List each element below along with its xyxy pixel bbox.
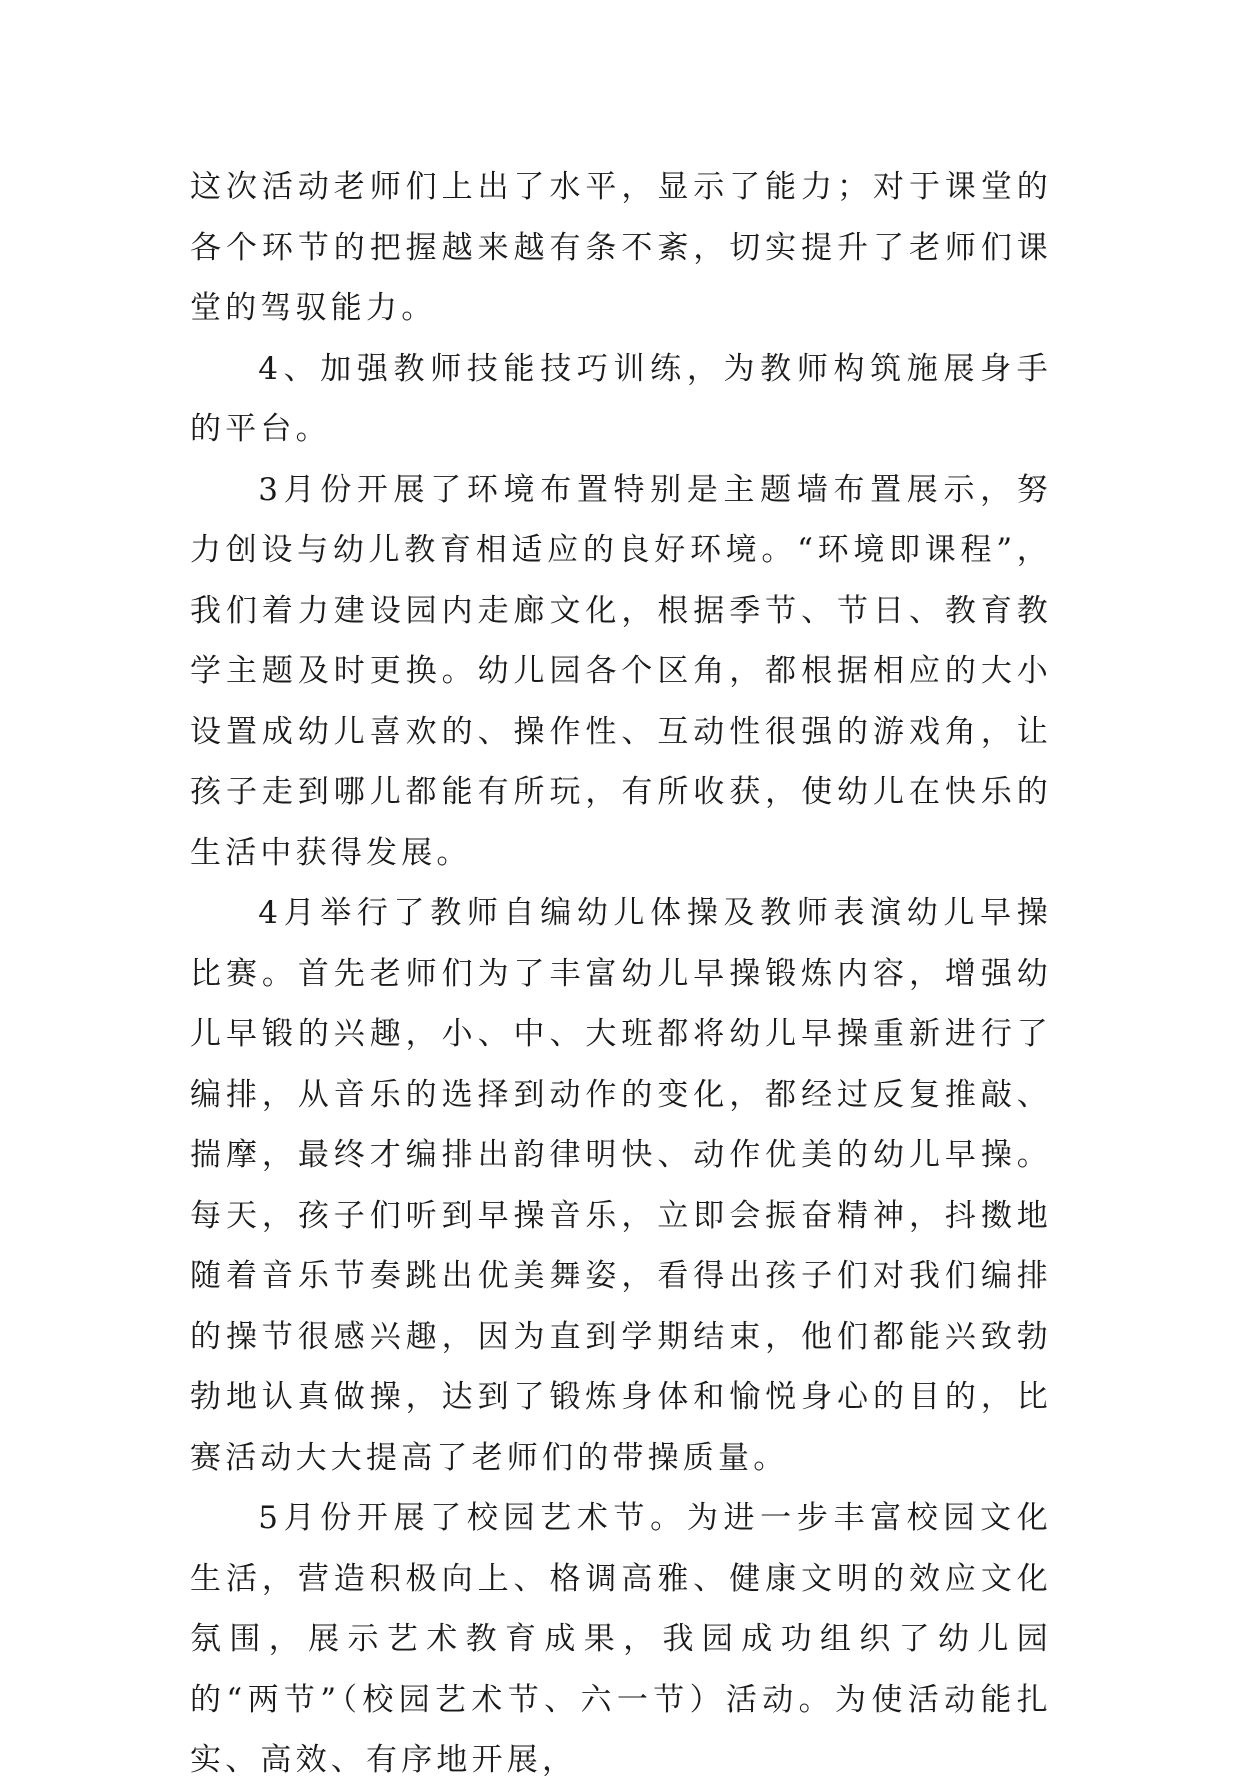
paragraph-april-exercise-contest: 4月举行了教师自编幼儿体操及教师表演幼儿早操比赛。首先老师们为了丰富幼儿早操锻炼内容，增强幼儿早锻的兴趣，小、中、大班都将幼儿早操重新进行了编排，从音乐的选择到动作的变化，都经过反复推敲、揣摩，最终才编排出韵律明快、动作优美的幼儿早操。每天，孩子们听到早操音乐，立即会振奋精神，抖擞地随着音乐节奏跳出优美舞姿，看得出孩子们对我们编排的操节很感兴趣，因为直到学期结束，他们都能兴致勃勃地认真做操，达到了锻炼身体和愉悦身心的目的，比赛活动大大提高了老师们的带操质量。 <box>190 895 1052 1476</box>
paragraph-class-activity-summary: 这次活动老师们上出了水平，显示了能力；对于课堂的各个环节的把握越来越有条不紊，切实提升了老师们课堂的驾驭能力。 <box>190 169 1052 326</box>
paragraph-march-environment: 3月份开展了环境布置特别是主题墙布置展示，努力创设与幼儿教育相适应的良好环境。“环境即课程”，我们着力建设园内走廊文化，根据季节、节日、教育教学主题及时更换。幼儿园各个区角，都根据相应的大小设置成幼儿喜欢的、操作性、互动性很强的游戏角，让孩子走到哪儿都能有所玩，有所收获，使幼儿在快乐的生活中获得发展。 <box>190 471 1052 871</box>
paragraph-skill-training-heading: 4、加强教师技能技巧训练，为教师构筑施展身手的平台。 <box>190 350 1052 447</box>
paragraph-may-art-festival: 5月份开展了校园艺术节。为进一步丰富校园文化生活，营造积极向上、格调高雅、健康文明的效应文化氛围，展示艺术教育成果，我园成功组织了幼儿园的“两节”（校园艺术节、六一节）活动。为使活动能扎实、高效、有序地开展， <box>190 1500 1052 1778</box>
document-body <box>190 157 1052 1791</box>
